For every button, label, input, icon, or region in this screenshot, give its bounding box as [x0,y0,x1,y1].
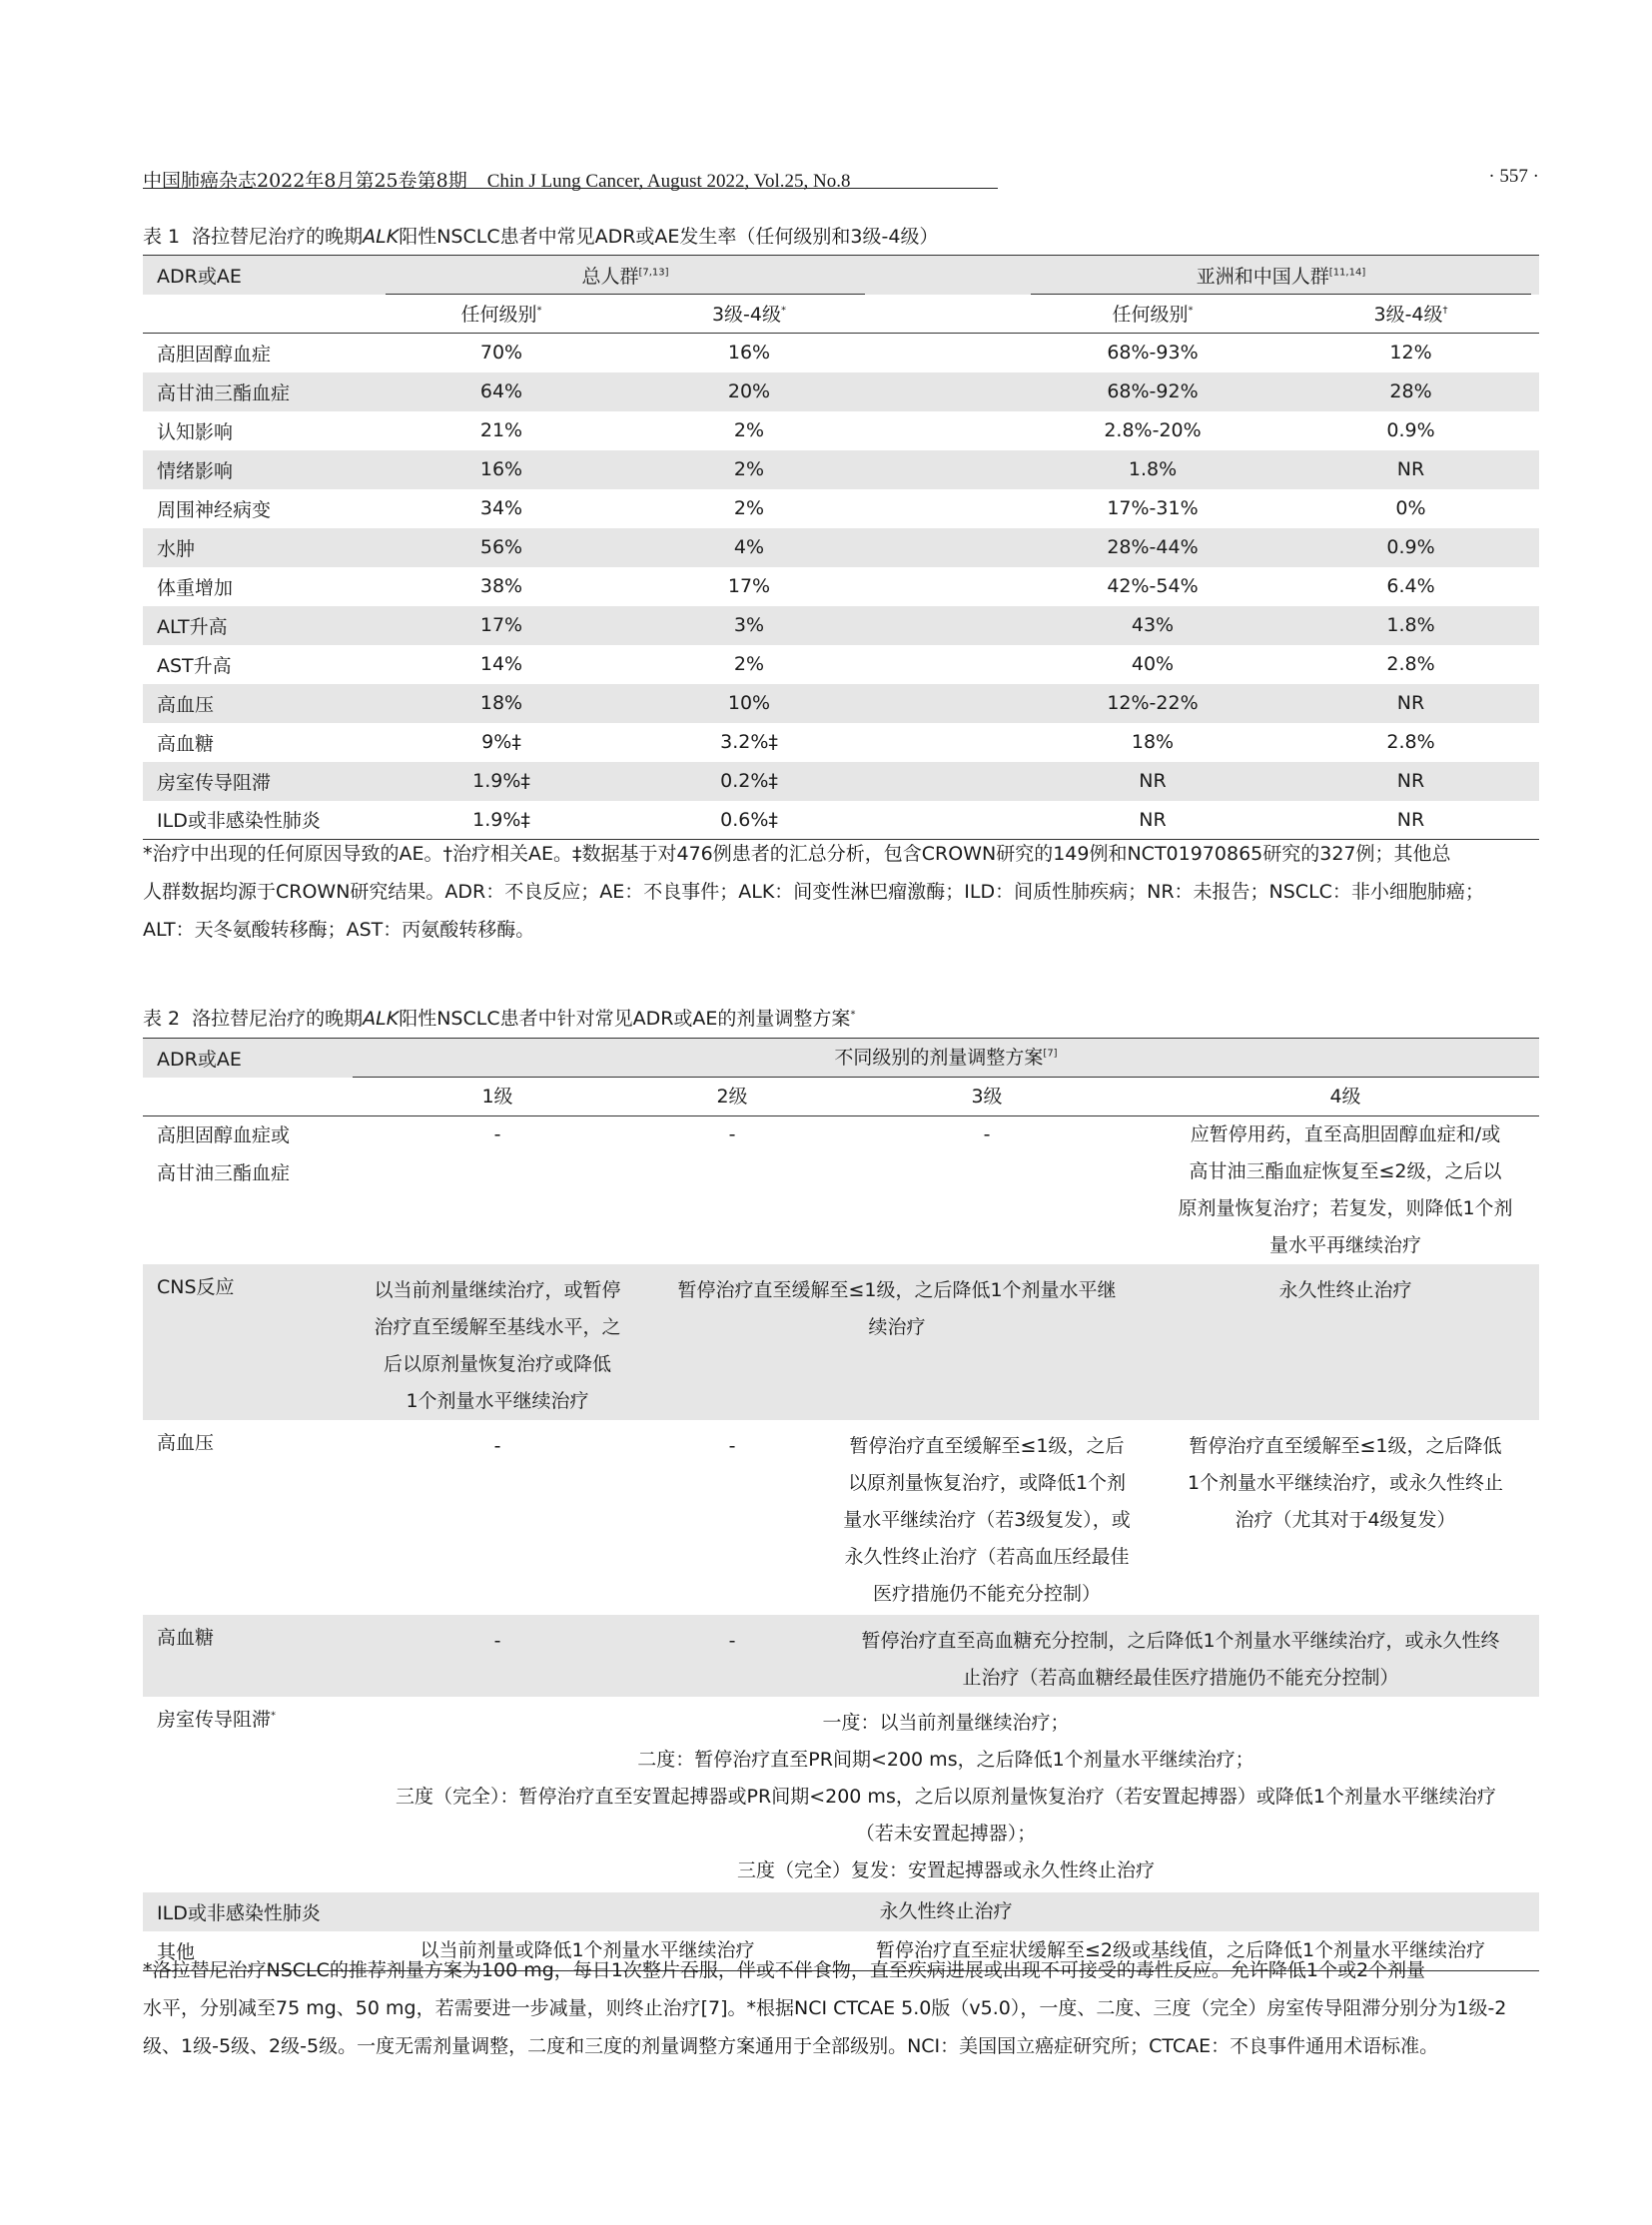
table2-row-name: 高血压 [157,1432,215,1454]
table2-header-g3: 3级 [822,1078,1152,1116]
table1-cell: 16% [378,450,625,489]
table2-row-name: 房室传导阻滞* [157,1709,277,1731]
table2-cell: - [493,1123,501,1145]
table2-cell: 暂停治疗直至高血糖充分控制，之后降低1个剂量水平继续治疗，或永久性终 止治疗（若高血糖经最佳医疗措施仍不能充分控制） [822,1615,1539,1697]
table2-caption: 表 2 洛拉替尼治疗的晚期ALK阳性NSCLC患者中针对常见ADR或AE的剂量调整方案* [143,1008,856,1030]
table1-spacer [873,450,1023,489]
table1-cell: NR [1282,684,1539,723]
table1-cell: 0.6%‡ [625,801,873,840]
table1-spacer [873,372,1023,411]
table1-cell: 房室传导阻滞 [143,762,378,801]
table1-row [143,372,1539,411]
table2-cell: 应暂停用药，直至高胆固醇血症和/或 高甘油三酯血症恢复至≤2级，之后以 原剂量恢复治疗；若复发，则降低1个剂 量水平再继续治疗 [1178,1123,1513,1256]
table2-header-g2: 2级 [642,1078,822,1116]
table1-cell: AST升高 [157,654,232,677]
table2-cell: - [493,1435,501,1457]
table1-cell: 2.8%-20% [1104,419,1202,441]
table1-cell: 43% [1023,606,1282,645]
table1-cell: 17%-31% [1107,497,1199,519]
table1-spacer [873,684,1023,723]
table1-note-line: ALT：天冬氨酸转移酶；AST：丙氨酸转移酶。 [143,919,535,941]
table1-cell: 4% [625,528,873,567]
table1-cell: 34% [479,497,523,519]
table1-cell: 42%-54% [1107,575,1199,597]
table1-cell: 70% [479,342,523,365]
table2-header-g1: 1级 [353,1078,642,1116]
table1-cell: 2.8% [1386,653,1435,675]
table1-label: 表 1 [143,226,181,248]
table1-row [143,411,1539,450]
table1-cell: 21% [479,419,523,441]
table1-cell: NR [1282,762,1539,801]
table1-cell: 56% [378,528,625,567]
table1-cell: 10% [625,684,873,723]
table2-cell: 以当前剂量或降低1个剂量水平继续治疗 [353,1931,822,1970]
table2-cell: - [728,1435,736,1457]
table2-row [143,1615,1539,1697]
table2-row [143,1264,1539,1420]
table1-cell: ALT升高 [143,606,378,645]
table1-cell: 6.4% [1386,575,1435,597]
table2-cell: 暂停治疗直至缓解至≤1级，之后降低1个剂量水平继 续治疗 [642,1264,1152,1420]
table1-cell: ILD或非感染性肺炎 [143,801,378,840]
table1-cell: 1.9%‡ [378,762,625,801]
table1-notes [143,835,1539,949]
table1-cell: 3.2%‡ [720,731,778,753]
table2-cell: - [728,1123,736,1145]
table2-header-group: 不同级别的剂量调整方案[7] [353,1039,1539,1079]
table1-cell: 高血压 [143,684,378,723]
table1-cell: 0.9% [1386,419,1435,441]
table1-cell: 2% [733,653,765,675]
table2-title-pre: 洛拉替尼治疗的晚期 [192,1008,364,1030]
journal-name-cn: 中国肺癌杂志2022年8月第25卷第8期 [143,170,467,192]
table2-cell: 暂停治疗直至症状缓解至≤2级或基线值，之后降低1个剂量水平继续治疗 [822,1931,1539,1970]
table1-cell: 体重增加 [157,576,234,599]
table1-cell: 周围神经病变 [157,498,272,521]
table1-row [143,723,1539,762]
table1-cell: 水肿 [143,528,378,567]
table1-cell: 1.8% [1023,450,1282,489]
table1-row [143,801,1539,840]
table2-cell: 以当前剂量继续治疗，或暂停 治疗直至缓解至基线水平，之 后以原剂量恢复治疗或降低 1个剂量水平继续治疗 [353,1264,642,1420]
table1-spacer [873,606,1023,645]
table1-caption [143,222,938,249]
table1-cell: NR [1282,801,1539,840]
table2-row-name: CNS反应 [143,1264,353,1420]
table1-spacer [873,567,1023,606]
table2-cell: - [642,1615,822,1697]
table1-title-post: 阳性NSCLC患者中常见ADR或AE发生率（任何级别和3级-4级） [399,226,939,248]
table2-note-line: 级、1级-5级、2级-5级。一度无需剂量调整，二度和三度的剂量调整方案通用于全部级别。NCI：美国国立癌症研究所；CTCAE：不良事件通用术语标准。 [143,2035,1439,2057]
table1-subheader-34b: 3级-4级† [1282,295,1539,334]
table1-cell: 0% [1395,497,1426,519]
table1-cell: NR [1023,762,1282,801]
table1-header-asia: 亚洲和中国人群[11,14] [1023,256,1539,295]
table1-cell: NR [1023,801,1282,840]
table2-title-post: 阳性NSCLC患者中针对常见ADR或AE的剂量调整方案 [399,1008,851,1030]
table1-cell: 18% [378,684,625,723]
table1-spacer [873,645,1023,684]
table1-cell: 1.8% [1282,606,1539,645]
table1-title-alk: ALK [363,226,400,248]
table1-cell: 68%-93% [1107,342,1199,365]
table1-spacer [873,411,1023,450]
table1-row [143,606,1539,645]
table1-row [143,528,1539,567]
table2-cell: 永久性终止治疗 [353,1892,1539,1931]
table1-row [143,489,1539,528]
table1-cell: 17% [727,575,771,597]
table1-row [143,684,1539,723]
table1-cell: 0.2%‡ [625,762,873,801]
table1-cell: NR [1282,450,1539,489]
table1-subheader-34: 3级-4级* [625,295,873,334]
table1-spacer [873,762,1023,801]
running-head [143,160,1539,190]
table1-header-ae: ADR或AE [143,256,378,295]
table1-cell: 28%-44% [1023,528,1282,567]
table1-row [143,334,1539,372]
table2-cell: 暂停治疗直至缓解至≤1级，之后降低 1个剂量水平继续治疗，或永久性终止 治疗（尤其对于4级复发） [1187,1435,1504,1531]
table1-cell: 2.8% [1386,731,1435,753]
table1-note-line: 人群数据均源于CROWN研究结果。ADR：不良反应；AE：不良事件；ALK：间变性淋巴瘤激酶；ILD：间质性肺疾病；NR：未报告；NSCLC：非小细胞肺癌； [143,881,1484,903]
table2-row-name: 高血糖 [143,1615,353,1697]
table1-cell: 0.9% [1282,528,1539,567]
table1-subheader-any2: 任何级别* [1023,295,1282,334]
table1-cell: 18% [1131,731,1175,753]
table2-cell: 永久性终止治疗 [1152,1264,1539,1420]
table1-spacer [873,334,1023,372]
table1-cell: 17% [378,606,625,645]
table2-cell: - [983,1123,991,1145]
table2-header-g4: 4级 [1152,1078,1539,1116]
table1-cell: 9%‡ [481,731,521,753]
table2-cell: - [353,1615,642,1697]
table1-cell: 14% [479,653,523,675]
table2-cell: 一度：以当前剂量继续治疗； 二度：暂停治疗直至PR间期<200 ms，之后降低1个剂量水平继续治疗； 三度（完全）：暂停治疗直至安置起搏器或PR间期<200 ms，之后以原剂量恢复治疗（若安置起搏器）或降低1个剂量水平继续治疗 （若未安置起搏器）； 三度（完全）复发：安置起搏器或永久性终止治疗 [396,1712,1496,1881]
table1-row [143,567,1539,606]
table1-cell: 40% [1131,653,1175,675]
table2-row [143,1697,1539,1892]
table1-cell: 2% [733,419,765,441]
table2-label: 表 2 [143,1008,181,1030]
table1-cell: 38% [479,575,523,597]
table1-spacer [873,489,1023,528]
table2-note-line: *洛拉替尼治疗NSCLC的推荐剂量方案为100 mg，每日1次整片吞服，伴或不伴食物，直至疾病进展或出现不可接受的毒性反应。允许降低1个或2个剂量 [143,1959,1426,1981]
table1-cell: 高血糖 [157,732,215,755]
page-number: · 557 · [1488,166,1539,187]
running-head-rule [143,188,998,189]
table1-cell: 情绪影响 [143,450,378,489]
table1 [143,255,1539,840]
table1-cell: 12%-22% [1023,684,1282,723]
table1-cell: 68%-92% [1023,372,1282,411]
table2-header-ae: ADR或AE [143,1039,353,1079]
table2-row [143,1116,1539,1265]
table1-note-line: *治疗中出现的任何原因导致的AE。†治疗相关AE。‡数据基于对476例患者的汇总分析，包含CROWN研究的149例和NCT01970865研究的327例；其他总 [143,843,1451,865]
table2-row [143,1892,1539,1931]
journal-name-en: Chin J Lung Cancer, August 2022, Vol.25, No.8 [486,171,851,192]
table1-body [143,334,1539,840]
table1-cell: 3% [625,606,873,645]
table1-row [143,762,1539,801]
table1-spacer [873,723,1023,762]
table1-cell: 64% [378,372,625,411]
table1-cell: 高甘油三酯血症 [143,372,378,411]
table2-row-name: 高胆固醇血症或 高甘油三酯血症 [157,1124,291,1184]
table1-cell: 2% [625,450,873,489]
table1-cell: 高胆固醇血症 [157,343,272,366]
table2-row-name: 其他 [143,1931,353,1970]
table2-row [143,1420,1539,1615]
table1-cell: 12% [1389,342,1432,365]
table1-spacer [873,801,1023,840]
table1-cell: 2% [733,497,765,519]
table1-spacer [873,528,1023,567]
table1-cell: 28% [1282,372,1539,411]
table2-note-line: 水平，分别减至75 mg、50 mg，若需要进一步减量，则终止治疗[7]。*根据NCI CTCAE 5.0版（v5.0），一度、二度、三度（完全）房室传导阻滞分别分为1级-2 [143,1997,1507,2019]
table1-cell: 认知影响 [157,420,234,443]
table2-title-alk: ALK [363,1008,400,1030]
table1-title-pre: 洛拉替尼治疗的晚期 [192,226,364,248]
table2-notes [143,1951,1539,2065]
table2-cell: 暂停治疗直至缓解至≤1级，之后 以原剂量恢复治疗，或降低1个剂 量水平继续治疗（若3级复发），或 永久性终止治疗（若高血压经最佳 医疗措施仍不能充分控制） [843,1435,1131,1605]
table1-cell: 16% [727,342,771,365]
table2-row-name: ILD或非感染性肺炎 [143,1892,353,1931]
table1-cell: 20% [625,372,873,411]
table1-row [143,645,1539,684]
table1-cell: 1.9%‡ [378,801,625,840]
table1-header-total: 总人群[7,13] [378,256,873,295]
table1-row [143,450,1539,489]
table1-subheader-any: 任何级别* [378,295,625,334]
table2 [143,1038,1539,1971]
